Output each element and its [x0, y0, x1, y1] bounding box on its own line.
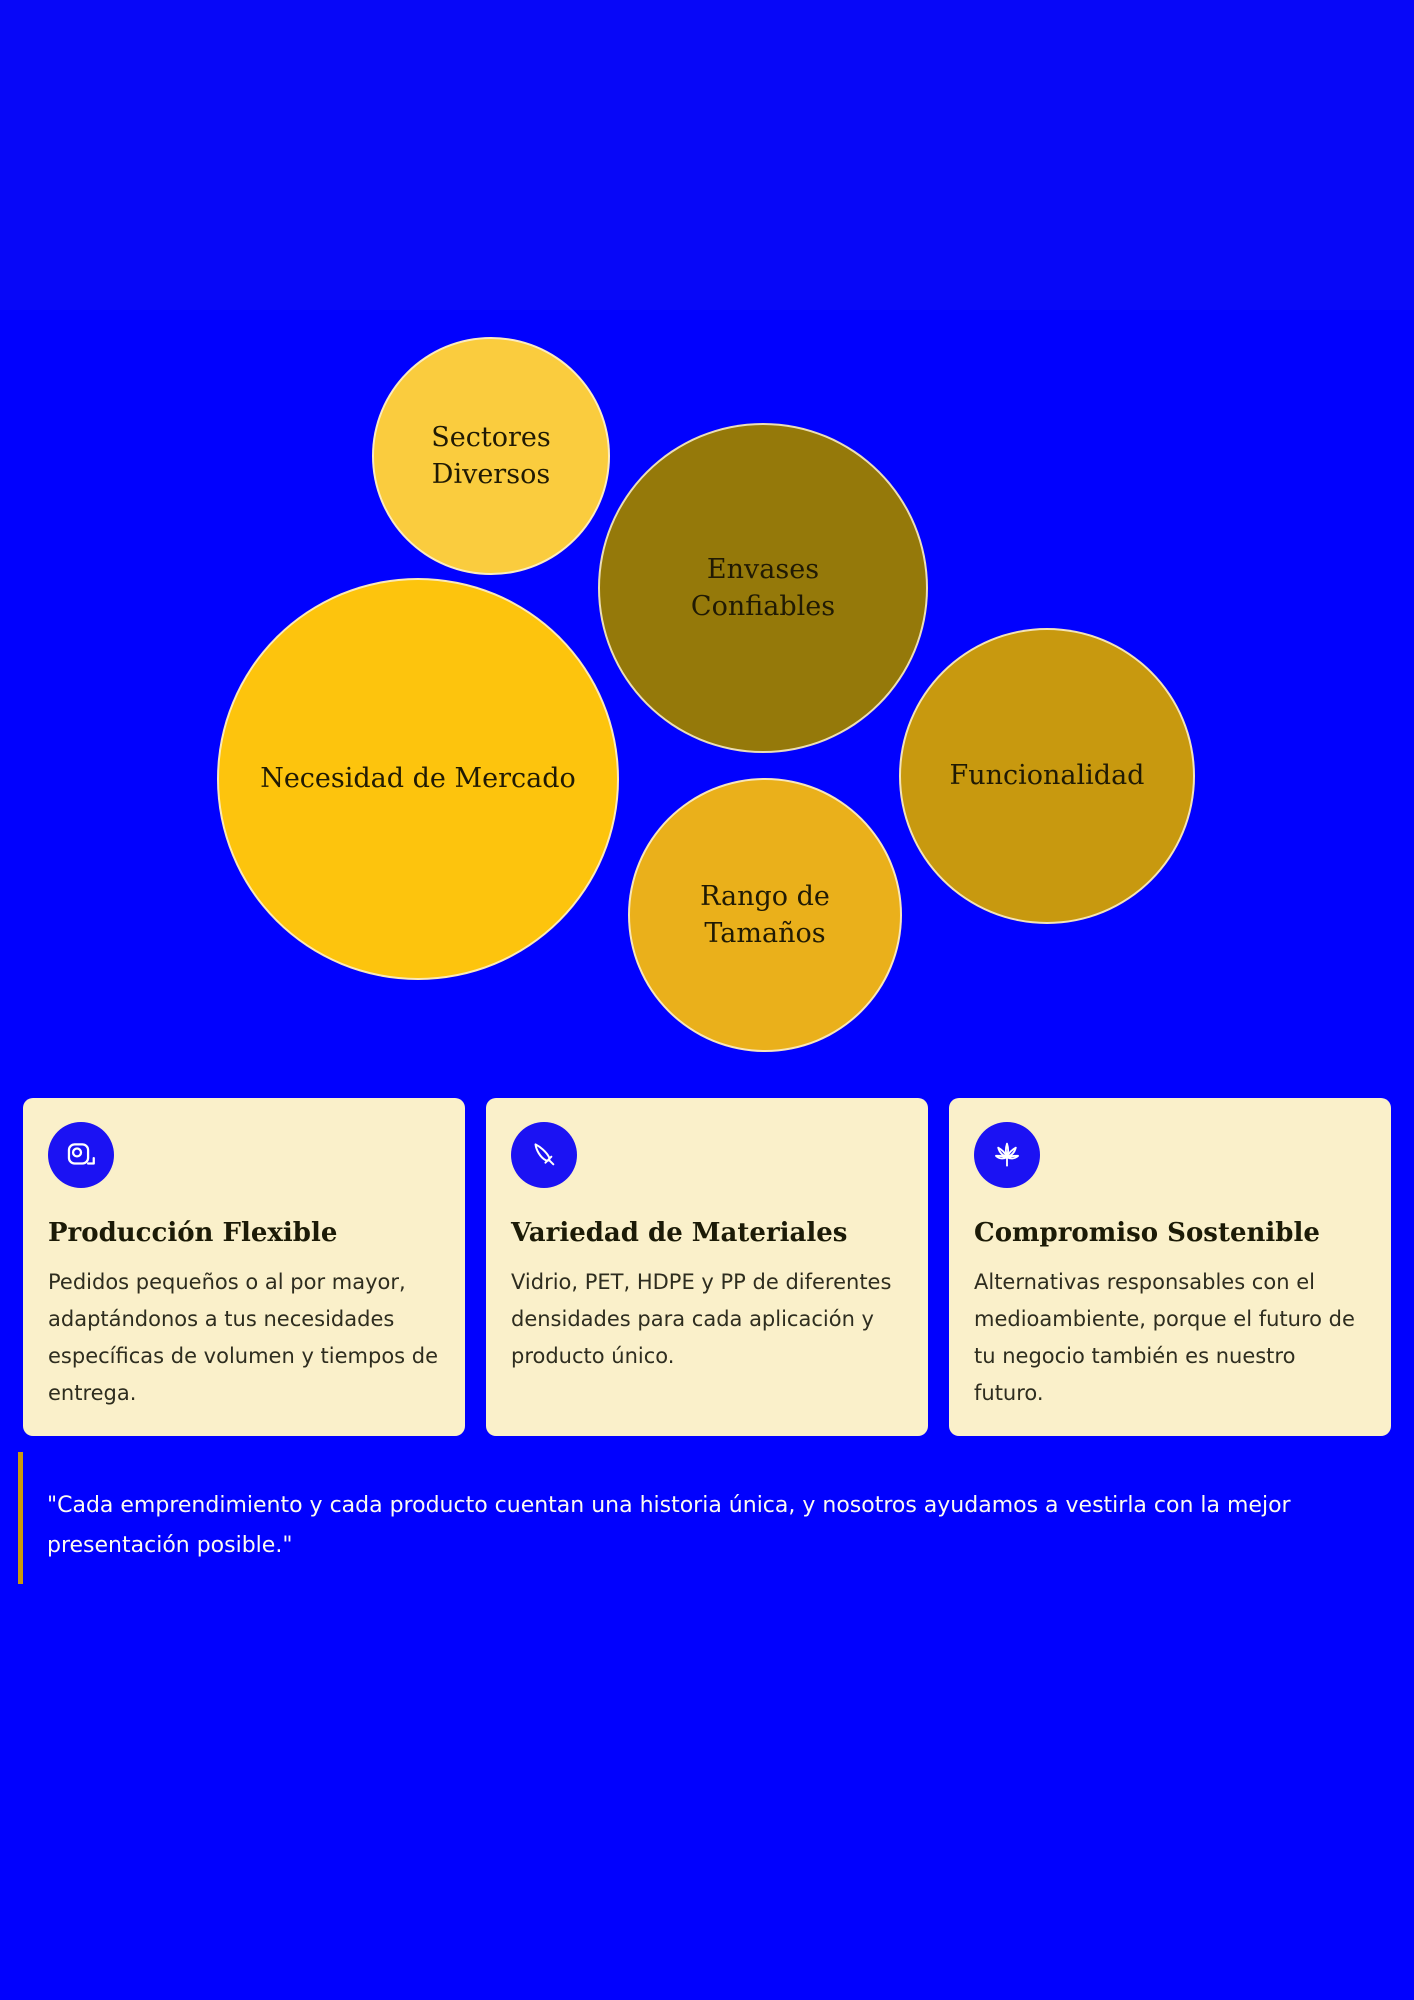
leaf-icon [974, 1122, 1040, 1188]
card-body: Vidrio, PET, HDPE y PP de diferentes densidades para cada aplicación y producto único. [511, 1270, 892, 1368]
tape-measure-icon [48, 1122, 114, 1188]
bubble-sectores-diversos [372, 337, 610, 575]
bubble-necesidad-de-mercado [217, 578, 619, 980]
bubble-label: Rango de Tamaños [700, 880, 830, 949]
card-title: Variedad de Materiales [511, 1218, 848, 1248]
bubble-label: Sectores Diversos [431, 421, 551, 490]
bubble-funcionalidad [899, 628, 1195, 924]
bubble-envases-confiables [598, 423, 928, 753]
hero-band [0, 0, 1414, 310]
feature-card-variedad-de-materiales [486, 1098, 928, 1436]
knife-icon [511, 1122, 577, 1188]
quote-text: "Cada emprendimiento y cada producto cuentan una historia única, y nosotros ayudamos a vestirla con la mejor presentación posible." [47, 1493, 1291, 1558]
feature-cards [23, 1098, 1391, 1433]
feature-card-compromiso-sostenible [949, 1098, 1391, 1436]
card-body: Pedidos pequeños o al por mayor, adaptándonos a tus necesidades específicas de volumen y tiempos de entrega. [48, 1270, 439, 1405]
quote-accent-bar [18, 1452, 23, 1584]
bubble-rango-de-tamanos [628, 778, 902, 1052]
bubble-label: Funcionalidad [949, 760, 1145, 792]
card-title: Compromiso Sostenible [974, 1218, 1320, 1248]
card-title: Producción Flexible [48, 1218, 338, 1248]
bubble-label: Necesidad de Mercado [260, 763, 576, 795]
feature-card-produccion-flexible [23, 1098, 465, 1436]
quote-block [18, 1452, 1378, 1584]
bubble-label: Envases Confiables [690, 553, 836, 622]
card-body: Alternativas responsables con el medioambiente, porque el futuro de tu negocio también es nuestro futuro. [974, 1270, 1355, 1405]
